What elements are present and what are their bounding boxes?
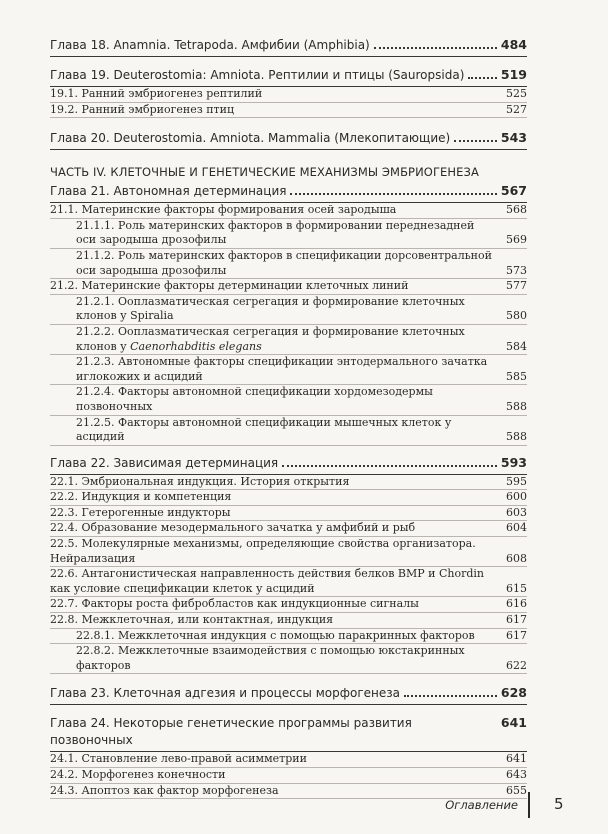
entry-text: 22.7. Факторы роста фибробластов как индукционные сигналы — [50, 597, 419, 611]
entry-text: 22.4. Образование мезодермального зачатка у амфибий и рыб — [50, 521, 416, 535]
dot-leader — [454, 140, 497, 142]
entry-page: 588 — [506, 430, 527, 444]
entry-page: 580 — [506, 309, 527, 323]
entry-page: 584 — [506, 339, 527, 353]
entry-text: 22.8.1. Межклеточная индукция с помощью паракринных факторов — [76, 628, 475, 642]
dot-leader — [404, 695, 497, 697]
chapter-page: 593 — [500, 454, 527, 470]
toc-entry[interactable] — [50, 87, 527, 103]
entry-page: 600 — [506, 490, 527, 504]
toc-entry[interactable] — [50, 629, 527, 645]
part-heading: ЧАСТЬ IV. КЛЕТОЧНЫЕ И ГЕНЕТИЧЕСКИЕ МЕХАНИЗМЫ ЭМБРИОГЕНЕЗА — [50, 165, 479, 180]
toc-entry[interactable] — [50, 475, 527, 491]
entry-page: 569 — [506, 233, 527, 247]
entry-text: 22.8.2. Межклеточные взаимодействия с помощью юкстакринных факторов — [76, 644, 465, 672]
entry-page: 603 — [506, 505, 527, 519]
footer-divider — [528, 792, 530, 818]
toc-entry[interactable] — [50, 752, 527, 768]
entry-text: 22.1. Эмбриональная индукция. История открытия — [50, 474, 350, 488]
entry-text: 22.8. Межклеточная, или контактная, индукция — [50, 613, 334, 627]
entry-page: 527 — [506, 102, 527, 116]
toc-entry[interactable] — [50, 249, 527, 279]
chapter-page: 484 — [500, 37, 527, 52]
entry-text: 21.2.4. Факторы автономной спецификации хордомезодермы позвоночных — [76, 385, 433, 413]
entry-text: Ранний эмбриогенез рептилий — [81, 87, 263, 100]
entry-page: 608 — [506, 551, 527, 565]
chapter-title: Глава 22. Зависимая детерминация — [50, 455, 279, 470]
entry-text-italic: Caenorhabditis elegans — [130, 339, 262, 353]
entry-number: 19.1. — [50, 87, 78, 100]
entry-page: 573 — [506, 263, 527, 277]
entry-text: 21.2.5. Факторы автономной спецификации мышечных клеток у асцидий — [76, 415, 452, 444]
entry-page: 622 — [506, 658, 527, 672]
toc-chapter-19[interactable] — [50, 66, 527, 87]
toc-chapter-24[interactable] — [50, 714, 527, 752]
chapter-title: Глава 18. Anamnia. Tetrapoda. Амфибии (Amphibia) — [50, 38, 370, 52]
toc-entry[interactable] — [50, 325, 527, 355]
entry-page: 655 — [506, 783, 527, 797]
entry-page: 604 — [506, 521, 527, 535]
entry-text: 22.6. Антагонистическая направленность действия белков BMP и Chordin как условие спецификации клеток у асцидий — [50, 567, 484, 595]
chapter-title: Глава 20. Deuterostomia. Amniota. Mammalia (Млекопитающие) — [50, 131, 451, 146]
entry-page: 588 — [506, 399, 527, 413]
toc-entry[interactable] — [50, 644, 527, 674]
toc-entry[interactable] — [50, 537, 527, 567]
dot-leader — [468, 77, 497, 79]
toc-entry[interactable] — [50, 279, 527, 295]
toc-entry[interactable] — [50, 506, 527, 522]
entry-page: 568 — [506, 203, 527, 217]
entry-number: 19.2. — [50, 102, 78, 116]
entry-text: 22.2. Индукция и компетенция — [50, 490, 232, 504]
entry-text: 22.5. Молекулярные механизмы, определяющие свойства организатора. Нейрализация — [50, 537, 476, 565]
toc-entry[interactable] — [50, 416, 527, 446]
chapter-page: 628 — [500, 685, 527, 701]
entry-text: 24.3. Апоптоз как фактор морфогенеза — [50, 783, 279, 797]
entry-page: 585 — [506, 369, 527, 383]
page-number: 5 — [554, 795, 564, 813]
chapter-page: 567 — [500, 183, 527, 199]
entry-page: 643 — [506, 768, 527, 781]
entry-page: 617 — [506, 628, 527, 642]
dot-leader — [282, 465, 497, 467]
toc-entry[interactable] — [50, 597, 527, 613]
table-of-contents — [50, 36, 527, 799]
entry-page: 641 — [506, 752, 527, 766]
entry-text: 21.1.1. Роль материнских факторов в формировании переднезадней оси зародыша дрозофилы — [76, 218, 475, 247]
toc-entry[interactable] — [50, 567, 527, 597]
toc-entry[interactable] — [50, 219, 527, 249]
page-footer — [0, 790, 608, 820]
toc-chapter-21[interactable] — [50, 182, 527, 203]
chapter-page: 519 — [500, 67, 527, 82]
toc-chapter-18[interactable] — [50, 36, 527, 57]
entry-page: 595 — [506, 474, 527, 488]
entry-text: 21.1. Материнские факторы формирования осей зародыша — [50, 203, 397, 217]
toc-chapter-20[interactable] — [50, 129, 527, 150]
running-footer-label: Оглавление — [445, 798, 518, 812]
toc-entry[interactable] — [50, 295, 527, 325]
chapter-title: Глава 23. Клеточная адгезия и процессы морфогенеза — [50, 686, 400, 701]
entry-text: 21.2.1. Ооплазматическая сегрегация и формирование клеточных клонов у Spiralia — [76, 294, 465, 323]
toc-entry[interactable] — [50, 103, 527, 119]
entry-text: 21.2.2. Ооплазматическая сегрегация и формирование клеточных клонов у — [76, 324, 465, 353]
entry-text: 22.3. Гетерогенные индукторы — [50, 505, 231, 519]
toc-entry[interactable] — [50, 521, 527, 537]
toc-entry[interactable] — [50, 613, 527, 629]
entry-page: 616 — [506, 597, 527, 611]
entry-text: 21.2. Материнские факторы детерминации клеточных линий — [50, 279, 409, 293]
chapter-title: Глава 24. Некоторые генетические программы развития позвоночных — [50, 716, 412, 748]
entry-page: 615 — [506, 581, 527, 595]
entry-text: Ранний эмбриогенез птиц — [81, 102, 235, 116]
toc-entry[interactable] — [50, 385, 527, 415]
toc-entry[interactable] — [50, 203, 527, 219]
dot-leader — [374, 47, 497, 49]
chapter-title: Глава 19. Deuterostomia: Amniota. Рептилии и птицы (Sauropsida) — [50, 68, 465, 82]
toc-entry[interactable] — [50, 768, 527, 784]
toc-chapter-23[interactable] — [50, 684, 527, 705]
chapter-title: Глава 21. Автономная детерминация — [50, 184, 287, 199]
entry-page: 617 — [506, 613, 527, 627]
chapter-page: 641 — [500, 715, 527, 731]
entry-page: 577 — [506, 279, 527, 293]
entry-text: 21.2.3. Автономные факторы спецификации энтодермального зачатка иглокожих и асцидий — [76, 355, 488, 383]
entry-text: 21.1.2. Роль материнских факторов в спецификации дорсовентральной оси зародыша дрозофилы — [76, 248, 492, 277]
toc-entry[interactable] — [50, 490, 527, 506]
entry-text: 24.1. Становление лево-правой асимметрии — [50, 752, 307, 766]
entry-page: 525 — [506, 87, 527, 100]
toc-entry[interactable] — [50, 355, 527, 385]
dot-leader — [290, 193, 496, 195]
entry-text: 24.2. Морфогенез конечности — [50, 768, 226, 781]
chapter-page: 543 — [500, 130, 527, 146]
toc-chapter-22[interactable] — [50, 454, 527, 475]
